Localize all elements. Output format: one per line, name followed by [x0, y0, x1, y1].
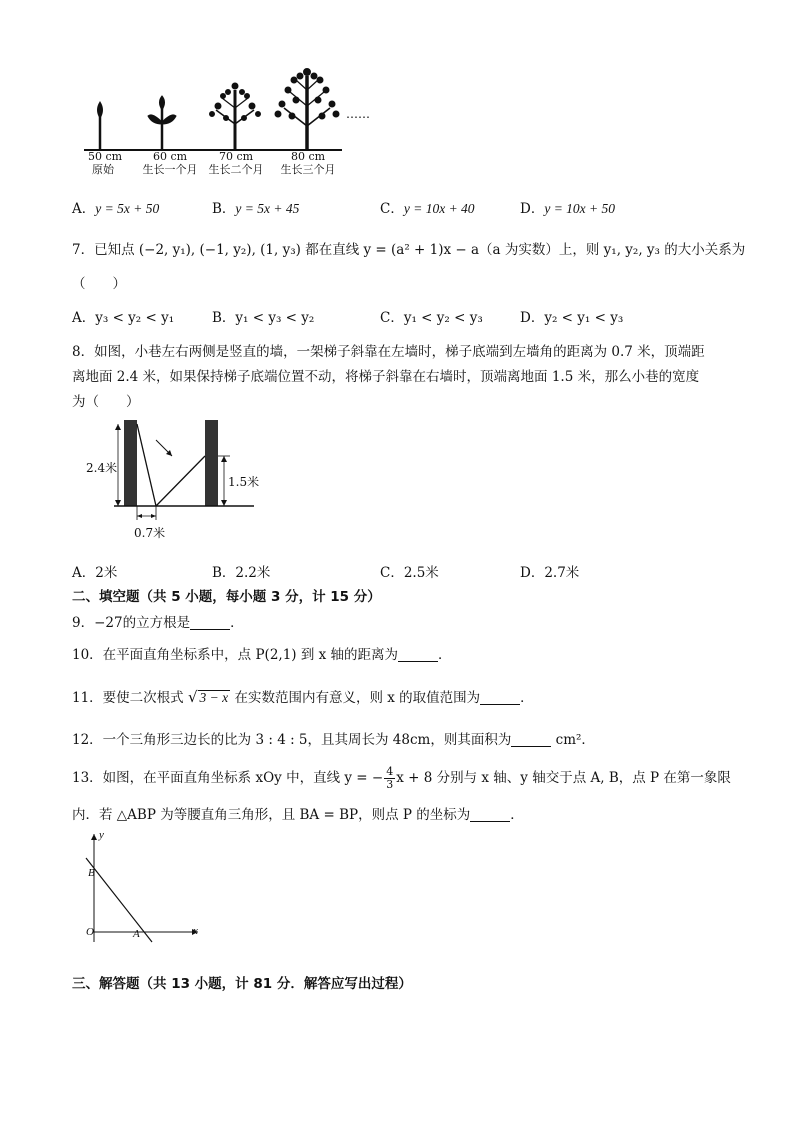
plant-label-2 — [206, 150, 266, 176]
q13-text-3: 内．若 △ABP 为等腰直角三角形，且 BA = BP，则点 P 的坐标为 — [72, 807, 471, 823]
q7-option-a: A．y₃ < y₂ < y₁ — [72, 310, 175, 326]
section3-title: 三、解答题（共 13 小题，计 81 分．解答应写出过程） — [72, 976, 412, 992]
q8-option-d: D．2.7米 — [520, 565, 580, 581]
q9-answer-blank — [190, 615, 230, 630]
axis-y-label: y — [99, 829, 104, 841]
plant-label-2-height: 70 cm — [218, 150, 254, 163]
q6-option-c: C．y = 10x + 40 — [380, 201, 475, 217]
plant-label-3-height: 80 cm — [290, 150, 326, 163]
q6-option-b: B．y = 5x + 45 — [212, 201, 300, 217]
q7-text-line2: （ ） — [72, 276, 126, 292]
plant-label-3 — [278, 150, 338, 176]
q11-text-2: 在实数范围内有意义，则 x 的取值范围为 — [234, 690, 481, 706]
q6-option-d: D．y = 10x + 50 — [520, 201, 616, 217]
q13-fraction: $\frac{4}{3}$ — [386, 765, 394, 791]
section2-title: 二、填空题（共 5 小题，每小题 3 分，计 15 分） — [72, 589, 381, 605]
q8-option-c: C．2.5米 — [380, 565, 439, 581]
point-a-label: A — [133, 928, 140, 940]
ladder-bottom-distance-label: 0.7米 — [134, 526, 166, 540]
q6-option-a-equation: y = 5x + 50 — [95, 201, 160, 216]
plant-label-0 — [88, 150, 123, 176]
q11-answer-blank — [480, 690, 520, 705]
q11-text: 11．要使二次根式 — [72, 690, 184, 706]
q8-text-line2: 离地面 2.4 米，如果保持梯子底端位置不动，将梯子斜靠在右墙时，顶端离地面 1.5 米，那么小巷的宽度 — [72, 369, 700, 385]
q7-text-line1: 7．已知点 (−2, y₁), (−1, y₂), (1, y₃) 都在直线 y = (a² + 1)x − a（a 为实数）上，则 y₁, y₂, y₃ 的大小关系为 — [72, 242, 746, 258]
ladder-right-height-label: 1.5米 — [228, 475, 260, 489]
point-b-label: B — [88, 867, 95, 879]
q12: 12．一个三角形三边长的比为 3 : 4 : 5，且其周长为 48cm，则其面积为 cm²． — [72, 732, 595, 748]
q12-unit: cm² — [555, 732, 582, 748]
q7-option-c: C．y₁ < y₂ < y₃ — [380, 310, 483, 326]
q9: 9．−27的立方根是 ． — [72, 615, 244, 631]
q7-option-d: D．y₂ < y₁ < y₃ — [520, 310, 624, 326]
q10: 10．在平面直角坐标系中，点 P(2,1) 到 x 轴的距离为 ． — [72, 647, 452, 663]
q9-text: 9．−27的立方根是 — [72, 615, 191, 631]
q12-answer-blank — [511, 732, 551, 747]
plant-label-2-caption: 生长二个月 — [208, 163, 264, 176]
q6-option-d-equation: y = 10x + 50 — [544, 201, 616, 216]
q13-text: 13．如图，在平面直角坐标系 xOy 中，直线 y = − — [72, 770, 384, 786]
origin-label: O — [86, 926, 94, 938]
q10-text: 10．在平面直角坐标系中，点 P(2,1) 到 x 轴的距离为 — [72, 647, 399, 663]
plant-label-1 — [140, 150, 200, 176]
plant-label-0-caption: 原始 — [92, 163, 114, 176]
q6-option-a: A．y = 5x + 50 — [72, 201, 160, 217]
plant-ellipsis: …… — [346, 107, 370, 121]
q12-text: 12．一个三角形三边长的比为 3 : 4 : 5，且其周长为 48cm，则其面积为 — [72, 732, 512, 748]
plant-month-3 — [275, 69, 339, 151]
q11: 11．要使二次根式 √ 3 − x 在实数范围内有意义，则 x 的取值范围为 ． — [72, 688, 534, 706]
plant-month-1 — [148, 96, 176, 150]
plant-label-1-caption: 生长一个月 — [142, 163, 198, 176]
q13-text-2: x + 8 分别与 x 轴、y 轴交于点 A, B，点 P 在第一象限 — [396, 770, 731, 786]
q11-radicand: 3 − x — [199, 690, 229, 705]
q6-option-b-equation: y = 5x + 45 — [235, 201, 300, 216]
q8-text-line3: 为（ ） — [72, 394, 140, 410]
plant-original — [98, 102, 103, 150]
q13-line2: 内．若 △ABP 为等腰直角三角形，且 BA = BP，则点 P 的坐标为 ． — [72, 807, 524, 823]
q6-option-c-equation: y = 10x + 40 — [403, 201, 475, 216]
plant-label-0-height: 50 cm — [88, 150, 123, 163]
plant-month-2 — [210, 83, 261, 150]
q10-answer-blank — [398, 647, 438, 662]
plant-label-1-height: 60 cm — [152, 150, 188, 163]
coordinate-figure — [80, 828, 210, 948]
q8-option-a: A．2米 — [72, 565, 118, 581]
plant-label-3-caption: 生长三个月 — [280, 163, 336, 176]
ladder-left-height-label: 2.4米 — [86, 461, 118, 475]
axis-x-label: x — [193, 925, 198, 937]
q8-option-b: B．2.2米 — [212, 565, 271, 581]
q7-option-b: B．y₁ < y₃ < y₂ — [212, 310, 315, 326]
q8-text-line1: 8．如图，小巷左右两侧是竖直的墙，一架梯子斜靠在左墙时，梯子底端到左墙角的距离为 0.7 米，顶端距 — [72, 344, 705, 360]
q13-answer-blank — [470, 807, 510, 822]
q13-line1 — [72, 766, 731, 791]
